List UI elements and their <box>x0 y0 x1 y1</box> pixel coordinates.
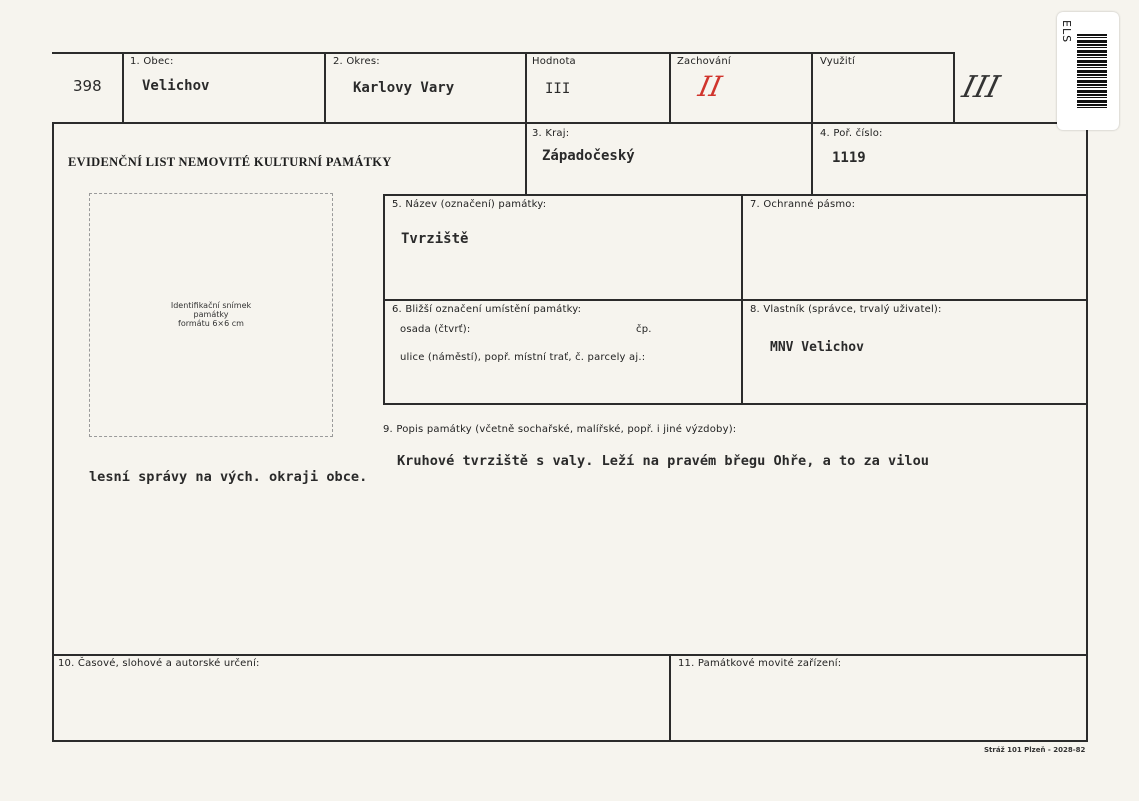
umisteni-label: 6. Bližší označení umístění památky: <box>392 304 582 315</box>
nazev-label: 5. Název (označení) památky: <box>392 199 547 210</box>
printer-note: Stráž 101 Plzeň - 2028-82 <box>984 746 1086 754</box>
barcode-icon <box>1077 34 1107 108</box>
popis-label: 9. Popis památky (včetně sochařské, malířské, popř. i jiné výzdoby): <box>383 424 737 435</box>
barcode-sticker <box>1057 12 1119 130</box>
okres-value: Karlovy Vary <box>353 80 455 96</box>
record-number: 398 <box>73 77 102 95</box>
kraj-value: Západočeský <box>542 148 635 164</box>
zachovani-label: Zachování <box>677 56 731 67</box>
ulice-label: ulice (náměstí), popř. místní trať, č. parcely aj.: <box>400 352 646 363</box>
popis-line-2: lesní správy na vých. okraji obce. <box>89 469 368 485</box>
vlastnik-label: 8. Vlastník (správce, trvalý uživatel): <box>750 304 942 315</box>
osada-label: osada (čtvrť): <box>400 324 471 335</box>
vyuziti-label: Využití <box>820 56 855 67</box>
category-mark: III <box>958 70 1003 105</box>
vlastnik-value: MNV Velichov <box>770 340 864 355</box>
sticker-text: ELS <box>1060 20 1073 44</box>
hodnota-value: III <box>545 81 571 97</box>
por-cislo-label: 4. Poř. číslo: <box>820 128 883 139</box>
kraj-label: 3. Kraj: <box>532 128 570 139</box>
por-cislo-value: 1119 <box>832 150 866 166</box>
ochranne-pasmo-label: 7. Ochranné pásmo: <box>750 199 856 210</box>
nazev-value: Tvrziště <box>401 231 469 247</box>
zachovani-value: II <box>695 70 725 103</box>
okres-label: 2. Okres: <box>333 56 380 67</box>
hodnota-label: Hodnota <box>532 56 576 67</box>
movite-label: 11. Památkové movité zařízení: <box>678 658 842 669</box>
obec-value: Velichov <box>142 78 210 94</box>
form-title: EVIDENČNÍ LIST NEMOVITÉ KULTURNÍ PAMÁTKY <box>68 155 392 169</box>
cp-label: čp. <box>636 324 652 335</box>
photo-placeholder-text: Identifikační snímek památky formátu 6×6 cm <box>170 301 252 328</box>
popis-line-1: Kruhové tvrziště s valy. Leží na pravém břegu Ohře, a to za vilou <box>397 453 929 469</box>
photo-placeholder <box>89 193 333 437</box>
obec-label: 1. Obec: <box>130 56 174 67</box>
casove-label: 10. Časové, slohové a autorské určení: <box>58 658 260 669</box>
